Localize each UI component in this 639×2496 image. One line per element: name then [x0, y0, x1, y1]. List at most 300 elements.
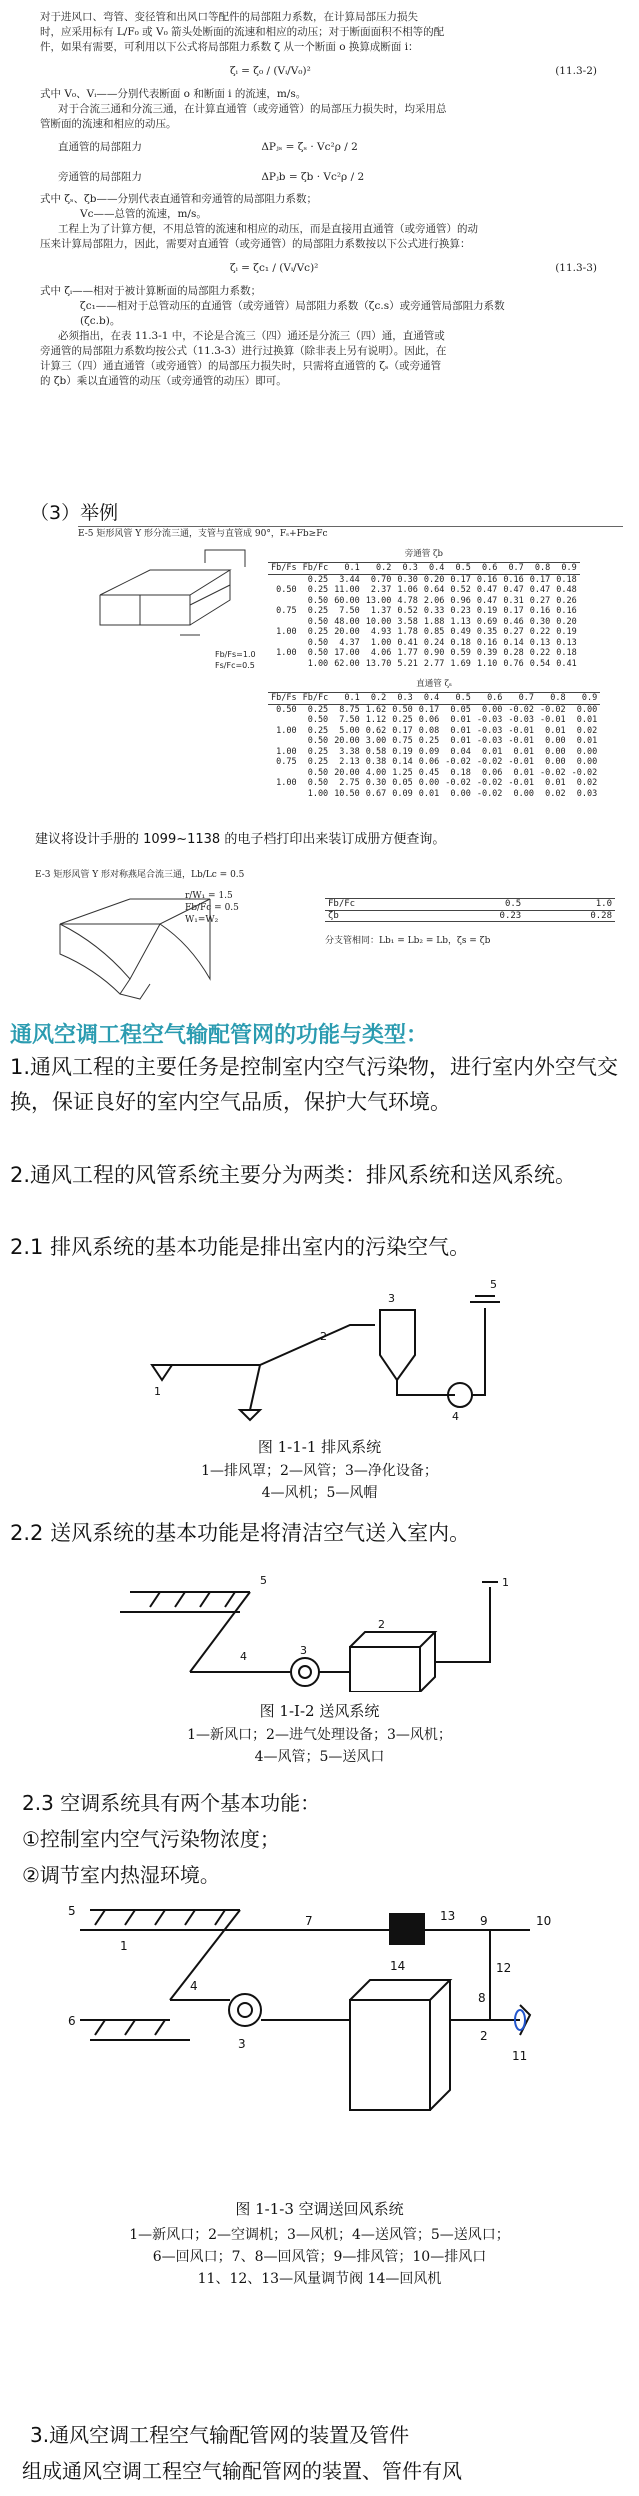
table-cell: -0.02: [476, 788, 503, 799]
table-cell: 0.27: [529, 595, 551, 606]
table-header-cell: 0.7: [500, 563, 526, 575]
table-cell: 48.00: [334, 616, 360, 627]
table-cell: 1.10: [476, 658, 498, 669]
table-cell: 0.20: [423, 574, 445, 585]
table-cell: 0.96: [450, 595, 471, 606]
table-cell: 20.00: [334, 767, 360, 778]
table2-params: [185, 890, 239, 926]
table-cell: 0.16: [503, 574, 524, 585]
table-row: [268, 757, 600, 768]
table-cell: 0.75: [276, 757, 297, 767]
table-cell: 0.54: [529, 658, 551, 669]
table-cell: 0.58: [365, 746, 387, 757]
table2-footer: 分支管相同：Lb₁ = Lb₂ = Lb，ζs = ζb: [325, 936, 491, 946]
table-row: [268, 768, 600, 779]
equation-body: ζᵢ = ζ₀ / (Vᵢ/V₀)²: [230, 65, 311, 77]
table-cell: 0.00: [545, 746, 566, 757]
example-heading: （3）举例: [30, 502, 119, 524]
table-cell: 1.0: [524, 899, 615, 911]
table-cell: 0.50: [307, 648, 329, 658]
legend-line: 6—回风口；7、8—回风管；9—排风管；10—排风口: [152, 2249, 487, 2265]
table-cell: 0.00: [513, 788, 535, 799]
table-row: [268, 596, 580, 607]
table-cell: 0.16: [529, 606, 551, 616]
table-header-cell: 0.6: [474, 563, 500, 575]
table-row: [268, 617, 580, 628]
diagram-label: 2: [378, 1618, 385, 1631]
table-cell: 0.24: [423, 637, 445, 648]
table-cell: 10.00: [365, 616, 392, 627]
table-cell: 0.35: [476, 627, 498, 637]
table-cell: 0.76: [503, 658, 524, 669]
table-cell: 17.00: [334, 648, 360, 658]
table-cell: 1.00: [276, 746, 297, 757]
table-cell: 0.00: [481, 704, 503, 715]
table-cell: 1.00: [276, 648, 297, 658]
scanned-text-block: [40, 10, 615, 389]
ac-system-diagram: [60, 1890, 580, 2150]
param: W₁=W₂: [185, 915, 219, 925]
table-cell: 0.23: [499, 910, 522, 921]
text-line: 件，如果有需要，可利用以下公式将局部阻力系数 ζ 从一个断面 o 换算成断面 i：: [40, 41, 419, 53]
text-line: 式中 ζₛ、ζb——分别代表直通管和旁通管的局部阻力系数；: [40, 193, 317, 205]
table-cell: 0.05: [450, 704, 471, 715]
table-cell: 0.01: [450, 736, 471, 746]
table-cell: 20.00: [334, 627, 360, 637]
table-row: [325, 899, 615, 911]
table-header-row: [268, 693, 600, 705]
table-cell: 0.47: [476, 595, 498, 606]
table-cell: 0.47: [529, 585, 551, 595]
table-row: [268, 789, 600, 800]
table-cell: 0.59: [450, 648, 471, 658]
table-cell: 0.52: [397, 606, 418, 616]
diagram-label: 4: [452, 1410, 459, 1423]
table-header-cell: 0.3: [389, 693, 415, 705]
table-header-cell: Fb/Fs: [268, 693, 300, 705]
diagram-label: 1: [120, 1939, 128, 1953]
table-cell: 0.50: [276, 585, 297, 595]
paragraph: ①控制室内空气污染物浓度；: [22, 1827, 280, 1851]
section-title: 通风空调工程空气输配管网的功能与类型：: [10, 1023, 429, 1048]
table-cell: 0.01: [576, 736, 598, 746]
table-row: [268, 638, 580, 649]
table-cell: 3.00: [365, 736, 387, 746]
table-header-cell: 0.3: [394, 563, 420, 575]
table1-section1-title: 旁通管 ζb: [404, 549, 444, 559]
equation-label: 旁通管的局部阻力: [58, 171, 142, 183]
legend-line: 1—排风罩；2—风管；3—净化设备；: [201, 1463, 438, 1479]
table-cell: [268, 596, 300, 607]
table-cell: 0.50: [307, 778, 329, 788]
exhaust-system-diagram: [140, 1270, 560, 1430]
text-line: 对于合流三通和分流三通，在计算直通管（或旁通管）的局部压力损失时，均采用总: [58, 103, 447, 115]
table-cell: 0.50: [307, 595, 329, 606]
table1-section2-title: 直通管 ζₛ: [416, 679, 452, 689]
table-cell: 0.00: [418, 778, 440, 788]
text-line: 必须指出，在表 11.3-1 中，不论是合流三（四）通还是分流三（四）通，直通管或: [58, 330, 445, 342]
text-line: 式中 ζᵢ——相对于被计算断面的局部阻力系数；: [40, 285, 262, 297]
table-cell: 1.25: [392, 767, 413, 778]
table-cell: 0.16: [556, 606, 577, 616]
table-cell: 0.13: [529, 637, 551, 648]
table-cell: 0.5: [433, 899, 524, 911]
paragraph: ②调节室内热湿环境。: [22, 1863, 220, 1887]
table2-caption: E-3 矩形风管 Y 形对称燕尾合流三通，Lb/Lc = 0.5: [35, 870, 245, 880]
table-cell: 0.75: [392, 736, 413, 746]
paragraph: 1.通风工程的主要任务是控制室内空气污染物，进行室内外空气交换，保证良好的室内空气品质，保护大气环境。: [10, 1055, 619, 1114]
table-cell: -0.02: [571, 767, 598, 778]
table-header-cell: 0.9: [553, 563, 579, 575]
diagram-label: 5: [490, 1278, 497, 1291]
table-cell: 0.41: [397, 637, 418, 648]
table-cell: 0.47: [476, 585, 498, 595]
table-cell: 0.27: [503, 627, 524, 637]
table-header-cell: 0.7: [505, 693, 537, 705]
diagram-label: 9: [480, 1914, 488, 1928]
table-cell: 0.17: [418, 704, 440, 715]
table-cell: 0.01: [450, 725, 471, 736]
table-cell: -0.03: [476, 725, 503, 736]
table-cell: 0.64: [423, 585, 445, 595]
table-header-cell: 0.5: [442, 693, 474, 705]
table-cell: [268, 659, 300, 670]
table-cell: [268, 715, 300, 726]
figure-caption: 图 1-1-3 空调送回风系统: [235, 2200, 404, 2218]
table-cell: 0.00: [576, 757, 598, 767]
diagram-label: 12: [496, 1961, 512, 1975]
table-cell: 0.31: [503, 595, 524, 606]
table-cell: 0.50: [307, 736, 329, 746]
table-row: [325, 910, 615, 922]
text-line: 对于进风口、弯管、变径管和出风口等配件的局部阻力系数，在计算局部压力损失: [40, 11, 418, 23]
table-cell: [268, 638, 300, 649]
table1-section2: [268, 677, 600, 799]
table-cell: 4.00: [365, 767, 387, 778]
diagram-label: 5: [68, 1904, 76, 1918]
table-cell: 0.33: [423, 606, 445, 616]
table-cell: 3.38: [339, 746, 360, 757]
diagram-label: 4: [190, 1979, 198, 1993]
param: Fb/Fc = 0.5: [185, 903, 239, 913]
table-cell: 0.90: [423, 648, 445, 658]
table-cell: 1.78: [397, 627, 418, 637]
table-row: [268, 778, 600, 789]
table-cell: 0.85: [423, 627, 445, 637]
table-cell: 0.23: [450, 606, 471, 616]
table-cell: 0.46: [503, 616, 524, 627]
table-cell: 0.18: [556, 648, 577, 658]
table-cell: 0.17: [450, 574, 471, 585]
table-header-cell: 0.5: [447, 563, 473, 575]
table-header-cell: 0.1: [331, 693, 363, 705]
table-cell: -0.03: [476, 715, 503, 725]
table-cell: 0.41: [556, 658, 577, 669]
table-cell: 0.48: [556, 585, 577, 595]
figure-legend: [0, 1724, 639, 1768]
table-row: [268, 659, 580, 670]
table-cell: 0.08: [418, 725, 440, 736]
table-cell: 1.06: [397, 585, 418, 595]
table-cell: 0.02: [576, 725, 598, 736]
text-line: 时，应采用标有 L/F₀ 或 V₀ 箭头处断面的流速和相应的动压；对于断面面积不相等的配: [40, 26, 445, 38]
diagram-label: 1: [154, 1385, 161, 1398]
table-cell: 13.70: [365, 658, 392, 669]
table-cell: 0.00: [545, 736, 566, 746]
table-cell: -0.02: [508, 704, 535, 715]
diagram-label: 6: [68, 2014, 76, 2028]
table-header-cell: Fb/Fc: [300, 563, 332, 575]
table-cell: ζb: [328, 910, 339, 921]
table-header-cell: 0.6: [474, 693, 506, 705]
table-cell: 0.00: [450, 788, 471, 799]
table-header-cell: 0.9: [569, 693, 601, 705]
equation-body: ΔPⱼₛ = ζₛ · Vc²ρ / 2: [261, 141, 358, 153]
y-branch-figure: [80, 545, 270, 675]
table-cell: [268, 768, 300, 779]
table-cell: -0.02: [540, 767, 566, 778]
equation-row: [40, 132, 615, 162]
table-cell: 0.30: [397, 574, 418, 585]
table-cell: 1.12: [365, 715, 387, 725]
table-cell: 0.02: [576, 778, 598, 788]
table-header-cell: 0.2: [363, 563, 395, 575]
supply-system-diagram: [110, 1552, 530, 1692]
diagram-label: 10: [536, 1914, 552, 1928]
table-cell: 1.13: [450, 616, 471, 627]
table-cell: 0.01: [513, 767, 535, 778]
table-cell: 0.17: [529, 574, 551, 585]
diagram-label: 8: [478, 1991, 486, 2005]
table-cell: 0.03: [576, 788, 598, 799]
table-cell: 0.50: [307, 637, 329, 648]
table-cell: 0.50: [307, 715, 329, 725]
table-cell: 0.01: [545, 778, 566, 788]
table-cell: 0.05: [392, 778, 413, 788]
equation-number: (11.3-2): [555, 65, 597, 77]
diagram-label: 7: [305, 1914, 313, 1928]
table-cell: -0.02: [540, 704, 566, 715]
table-cell: -0.01: [508, 757, 535, 767]
table-cell: 0.17: [392, 725, 413, 736]
text-line: (ζc.b)。: [80, 315, 121, 327]
diagram-label: 2: [480, 2029, 488, 2043]
table-cell: [268, 574, 300, 585]
paragraph: 3.通风空调工程空气输配管网的装置及管件: [30, 2423, 410, 2447]
table-cell: 4.37: [339, 637, 360, 648]
legend-line: 4—风管；5—送风口: [254, 1749, 385, 1765]
table-cell: 0.17: [503, 606, 524, 616]
table-cell: 0.14: [392, 757, 413, 767]
table-cell: 1.62: [365, 704, 387, 715]
text-line: 式中 V₀、Vᵢ——分别代表断面 o 和断面 i 的流速，m/s。: [40, 88, 307, 100]
table-cell: 0.13: [556, 637, 577, 648]
table-cell: 1.00: [276, 778, 297, 788]
paragraph: 组成通风空调工程空气输配管网的装置、管件有风: [22, 2459, 462, 2483]
table-cell: 0.06: [418, 757, 440, 767]
table-cell: 0.16: [476, 637, 498, 648]
table-cell: 0.25: [307, 746, 329, 757]
table-cell: 0.01: [545, 725, 566, 736]
table-cell: -0.01: [508, 778, 535, 788]
table-cell: 11.00: [334, 585, 360, 595]
table-cell: 4.78: [397, 595, 418, 606]
legend-line: 1—新风口；2—空调机；3—风机；4—送风管；5—送风口；: [129, 2227, 510, 2243]
table-cell: -0.02: [445, 778, 471, 788]
text-line: 压来计算局部阻力，因此，需要对直通管（或旁通管）的局部阻力系数按以下公式进行换算：: [40, 238, 471, 250]
table-cell: 0.62: [365, 725, 387, 736]
table-cell: 0.70: [370, 574, 392, 585]
table-cell: 0.25: [307, 606, 329, 616]
table-cell: 1.00: [276, 627, 297, 637]
table-cell: 2.37: [370, 585, 392, 595]
table-cell: 4.06: [370, 648, 392, 658]
table-cell: 60.00: [334, 595, 360, 606]
table-cell: 0.25: [307, 725, 329, 736]
table-cell: 0.01: [513, 746, 535, 757]
table-cell: 0.06: [418, 715, 440, 725]
table1-branch-table: [268, 562, 580, 669]
table-cell: 0.00: [576, 746, 598, 757]
diagram-label: 5: [260, 1574, 267, 1587]
table-cell: 0.20: [556, 616, 577, 627]
table-cell: 0.01: [418, 788, 440, 799]
equation: [40, 55, 615, 87]
table-cell: -0.02: [476, 757, 503, 767]
figure-label: Fs/Fc=0.5: [215, 661, 255, 670]
table-cell: 4.93: [370, 627, 392, 637]
table-header-cell: 0.8: [527, 563, 553, 575]
table-cell: 0.18: [556, 574, 577, 585]
table-cell: 0.02: [545, 788, 566, 799]
paragraph: 2.3 空调系统具有两个基本功能：: [22, 1791, 321, 1815]
table-header-cell: Fb/Fc: [300, 693, 332, 705]
table-cell: 0.25: [392, 715, 413, 725]
table-cell: 1.00: [370, 637, 392, 648]
table-header-cell: 0.4: [416, 693, 442, 705]
equation-label: 直通管的局部阻力: [58, 141, 142, 153]
text-line: Vc——总管的流速，m/s。: [80, 208, 207, 220]
diagram-label: 1: [502, 1576, 509, 1589]
table1-section1: [268, 547, 580, 669]
table-cell: -0.02: [445, 757, 471, 767]
equation-row: [40, 162, 615, 192]
table-cell: [268, 617, 300, 628]
equation-body: ζᵢ = ζc₁ / (Vᵢ/Vc)²: [230, 262, 319, 274]
figure-legend: [0, 1460, 639, 1504]
paragraph: 2.2 送风系统的基本功能是将清洁空气送入室内。: [10, 1521, 471, 1545]
table-cell: -0.01: [508, 736, 535, 746]
table-cell: 8.75: [339, 704, 360, 715]
table-cell: 0.19: [556, 627, 577, 637]
table-row: [268, 715, 600, 726]
table-cell: 0.01: [450, 715, 471, 725]
table-cell: 10.50: [334, 788, 360, 799]
legend-line: 4—风机；5—风帽: [261, 1485, 378, 1501]
table-cell: 0.25: [307, 704, 329, 715]
table-header-cell: 0.4: [421, 563, 447, 575]
diagram-label: 3: [238, 2037, 246, 2051]
text-line: 管断面的流速和相应的动压。: [40, 118, 177, 130]
table-row: [268, 585, 580, 596]
equation-number: (11.3-3): [555, 262, 597, 274]
table-cell: 62.00: [334, 658, 360, 669]
table-cell: 0.28: [590, 910, 612, 921]
table-cell: 1.69: [450, 658, 471, 669]
diagram-label: 2: [320, 1330, 327, 1343]
table-cell: 13.00: [365, 595, 392, 606]
legend-line: 1—新风口；2—进气处理设备；3—风机；: [187, 1727, 452, 1743]
table-cell: 0.47: [503, 585, 524, 595]
param: r/W₁ = 1.5: [185, 891, 233, 901]
table-cell: 0.18: [450, 637, 471, 648]
equation: [40, 252, 615, 284]
table-header-cell: 0.8: [537, 693, 569, 705]
table-cell: 0.67: [365, 788, 387, 799]
table-cell: 0.49: [450, 627, 471, 637]
diagram-label: 13: [440, 1909, 456, 1923]
table-row: [268, 747, 600, 758]
table-cell: 0.01: [576, 715, 598, 725]
paragraph: 2.1 排风系统的基本功能是排出室内的污染空气。: [10, 1235, 471, 1259]
table-cell: 0.19: [476, 606, 498, 616]
text-line: 的 ζb）乘以直通管的动压（或旁通管的动压）即可。: [40, 375, 287, 387]
table-cell: 0.75: [276, 606, 297, 616]
legend-line: 11、12、13—风量调节阀 14—回风机: [197, 2271, 442, 2287]
table-header-row: [268, 563, 580, 575]
table-cell: 5.21: [397, 658, 418, 669]
figure-caption: 图 1-1-1 排风系统: [257, 1438, 382, 1456]
table-cell: 0.25: [418, 736, 440, 746]
table-cell: 0.52: [450, 585, 471, 595]
table-cell: 0.25: [307, 757, 329, 767]
table2-table: [325, 898, 615, 922]
table-cell: 0.50: [276, 704, 297, 715]
table-cell: 1.88: [423, 616, 445, 627]
table-cell: 0.18: [450, 767, 471, 778]
table-cell: 0.22: [529, 627, 551, 637]
figure-label: Fb/Fs=1.0: [215, 650, 256, 659]
table-cell: 3.44: [339, 574, 360, 585]
table-cell: 0.38: [365, 757, 387, 767]
text-line: 计算三（四）通直通管（或旁通管）的局部压力损失时，只需将直通管的 ζₛ（或旁通管: [40, 360, 442, 372]
table-row: [268, 574, 580, 585]
table-cell: 2.77: [423, 658, 445, 669]
table-cell: [268, 736, 300, 747]
diagram-label: 11: [512, 2049, 528, 2063]
diagram-label: 3: [300, 1644, 307, 1657]
table-cell: -0.01: [508, 725, 535, 736]
table1-panel: [78, 526, 623, 822]
table-cell: 1.00: [276, 725, 297, 736]
table-cell: 0.00: [576, 704, 598, 715]
table-cell: 0.04: [450, 746, 471, 757]
table-row: [268, 726, 600, 737]
table-row: [268, 704, 600, 715]
table-cell: 0.22: [529, 648, 551, 658]
table-row: [268, 606, 580, 617]
table-cell: 0.06: [481, 767, 503, 778]
table-cell: 1.00: [307, 788, 329, 799]
table-cell: 2.13: [339, 757, 360, 767]
equation-body: ΔPⱼb = ζb · Vc²ρ / 2: [261, 171, 365, 183]
table-header-cell: 0.1: [331, 563, 363, 575]
table2-panel: [35, 868, 625, 1008]
table-cell: 0.01: [481, 746, 503, 757]
text-line: 旁通管的局部阻力系数均按公式（11.3-3）进行过换算（除非表上另有说明）。因此，在: [40, 345, 447, 357]
table-cell: 1.00: [307, 658, 329, 669]
table-header-cell: 0.2: [363, 693, 389, 705]
